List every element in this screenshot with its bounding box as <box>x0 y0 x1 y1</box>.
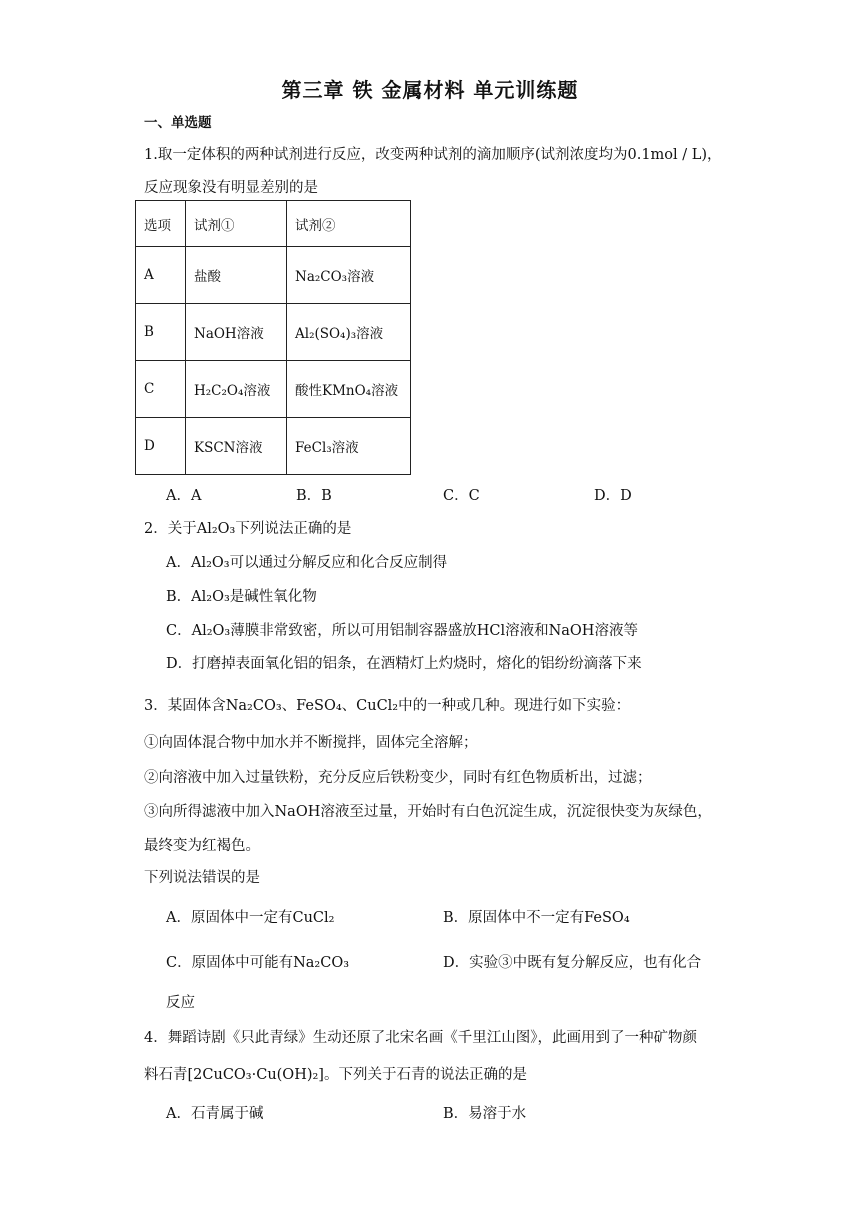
q1-choice-d: D．D <box>594 488 632 504</box>
q3-step-1: ①向固体混合物中加水并不断搅拌，固体完全溶解； <box>144 735 478 751</box>
q3-step-2: ②向溶液中加入过量铁粉，充分反应后铁粉变少，同时有红色物质析出，过滤； <box>144 770 652 786</box>
q4-option-a: A．石青属于碱 <box>166 1106 264 1122</box>
q3-stem: 3．某固体含Na₂CO₃、FeSO₄、CuCl₂中的一种或几种。现进行如下实验： <box>144 698 631 714</box>
table-cell-reagent1: 盐酸 <box>186 247 287 304</box>
q2-option-d: D．打磨掉表面氧化铝的铝条，在酒精灯上灼烧时，熔化的铝纷纷滴落下来 <box>166 656 642 672</box>
q4-stem-line1: 4．舞蹈诗剧《只此青绿》生动还原了北宋名画《千里江山图》，此画用到了一种矿物颜 <box>144 1030 697 1046</box>
table-cell-option: D <box>136 418 186 475</box>
table-cell-reagent1: NaOH溶液 <box>186 304 287 361</box>
q1-choice-a: A．A <box>166 488 202 504</box>
table-header-cell: 试剂② <box>287 201 411 247</box>
table-header-cell: 选项 <box>136 201 186 247</box>
table-cell-option: B <box>136 304 186 361</box>
q2-option-b: B．Al₂O₃是碱性氧化物 <box>166 589 317 605</box>
q3-step-3-cont: 最终变为红褐色。 <box>144 838 260 854</box>
q3-option-a: A．原固体中一定有CuCl₂ <box>166 910 335 926</box>
table-row <box>136 361 411 418</box>
table-cell-option: A <box>136 247 186 304</box>
table-cell-reagent2: Al₂(SO₄)₃溶液 <box>287 304 411 361</box>
q3-question: 下列说法错误的是 <box>144 870 260 886</box>
q3-option-b: B．原固体中不一定有FeSO₄ <box>443 910 630 926</box>
table-cell-reagent2: 酸性KMnO₄溶液 <box>287 361 411 418</box>
q3-option-d: D．实验③中既有复分解反应，也有化合 <box>443 955 702 971</box>
section-heading: 一、单选题 <box>144 115 212 131</box>
table-cell-reagent2: Na₂CO₃溶液 <box>287 247 411 304</box>
table-header-row <box>136 201 411 247</box>
table-cell-option: C <box>136 361 186 418</box>
q1-stem-line2: 反应现象没有明显差别的是 <box>144 180 318 196</box>
table-header-cell: 试剂① <box>186 201 287 247</box>
q3-option-c: C．原固体中可能有Na₂CO₃ <box>166 955 350 971</box>
table-row <box>136 247 411 304</box>
q3-step-3: ③向所得滤液中加入NaOH溶液至过量，开始时有白色沉淀生成，沉淀很快变为灰绿色， <box>144 804 712 820</box>
q2-option-c: C．Al₂O₃薄膜非常致密，所以可用铝制容器盛放HCl溶液和NaOH溶液等 <box>166 623 638 639</box>
q1-choice-b: B．B <box>296 488 332 504</box>
table-cell-reagent1: H₂C₂O₄溶液 <box>186 361 287 418</box>
q1-stem-line1: 1.取一定体积的两种试剂进行反应，改变两种试剂的滴加顺序(试剂浓度均为0.1mol / L)， <box>144 147 722 163</box>
table-cell-reagent1: KSCN溶液 <box>186 418 287 475</box>
page-title: 第三章 铁 金属材料 单元训练题 <box>281 78 579 102</box>
q4-option-b: B．易溶于水 <box>443 1106 527 1122</box>
table-row <box>136 418 411 475</box>
q4-stem-line2: 料石青[2CuCO₃·Cu(OH)₂]。下列关于石青的说法正确的是 <box>144 1067 527 1083</box>
q1-choice-c: C．C <box>443 488 480 504</box>
q3-option-d-cont: 反应 <box>166 995 195 1011</box>
table-cell-reagent2: FeCl₃溶液 <box>287 418 411 475</box>
q2-option-a: A．Al₂O₃可以通过分解反应和化合反应制得 <box>166 555 448 571</box>
table-row <box>136 304 411 361</box>
q1-reagent-table <box>135 200 411 475</box>
q2-stem: 2．关于Al₂O₃下列说法正确的是 <box>144 521 352 537</box>
